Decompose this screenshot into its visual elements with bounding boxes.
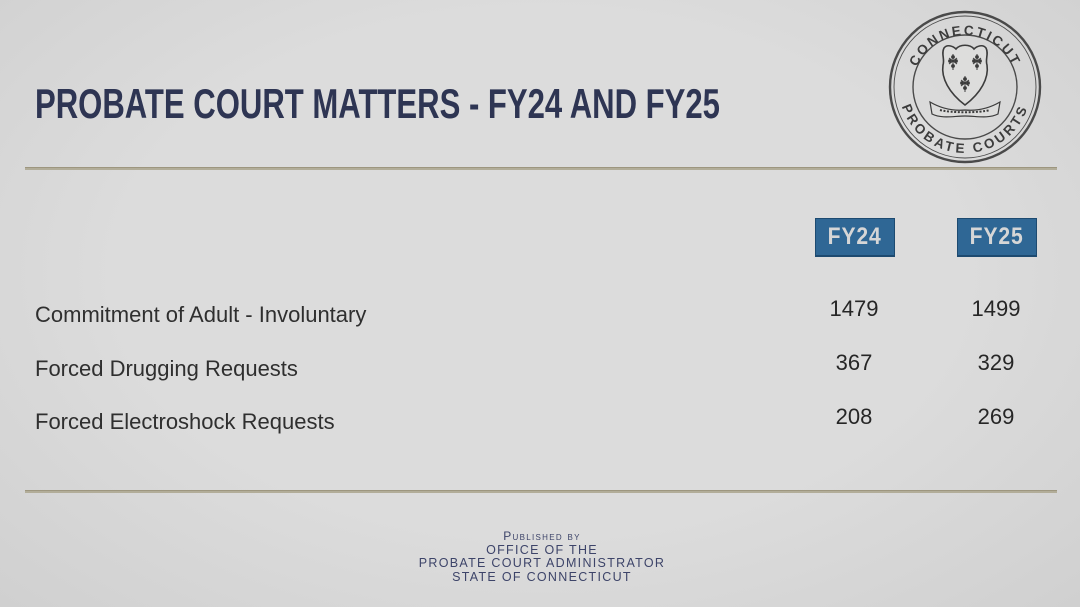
row-label-forced-electroshock: Forced Electroshock Requests [35,409,335,434]
coat-of-arms-icon [930,45,1000,117]
row-label-forced-drugging: Forced Drugging Requests [35,356,298,381]
seal-bottom-text: PROBATE COURTS [898,101,1032,157]
footer-administrator: PROBATE COURT ADMINISTRATOR [418,556,666,570]
column-header-fy24-label: FY24 [827,223,883,250]
value-forced-drugging-fy24: 367 [835,350,873,375]
value-forced-electroshock-fy25: 269 [977,404,1015,429]
footer-state: STATE OF CONNECTICUT [452,569,632,584]
seal-top-text: CONNECTICUT [906,22,1024,69]
value-forced-electroshock-fy24: 208 [835,404,873,429]
divider-bottom [25,490,1057,493]
value-forced-drugging-fy25: 329 [977,350,1015,375]
row-label-commitment: Commitment of Adult - Involuntary [35,302,367,327]
divider-top [25,167,1057,170]
column-header-fy25 [957,218,1037,257]
column-header-fy24 [815,218,895,257]
value-commitment-fy25: 1499 [971,296,1021,321]
column-header-fy25-label: FY25 [969,223,1025,250]
footer-published-by: Published by [503,529,581,543]
footer-office: OFFICE OF THE [486,542,598,557]
page-title: PROBATE COURT MATTERS - FY24 AND FY25 [35,80,720,127]
footer [2,530,1080,584]
value-commitment-fy24: 1479 [829,296,879,321]
state-seal-icon [886,8,1044,166]
